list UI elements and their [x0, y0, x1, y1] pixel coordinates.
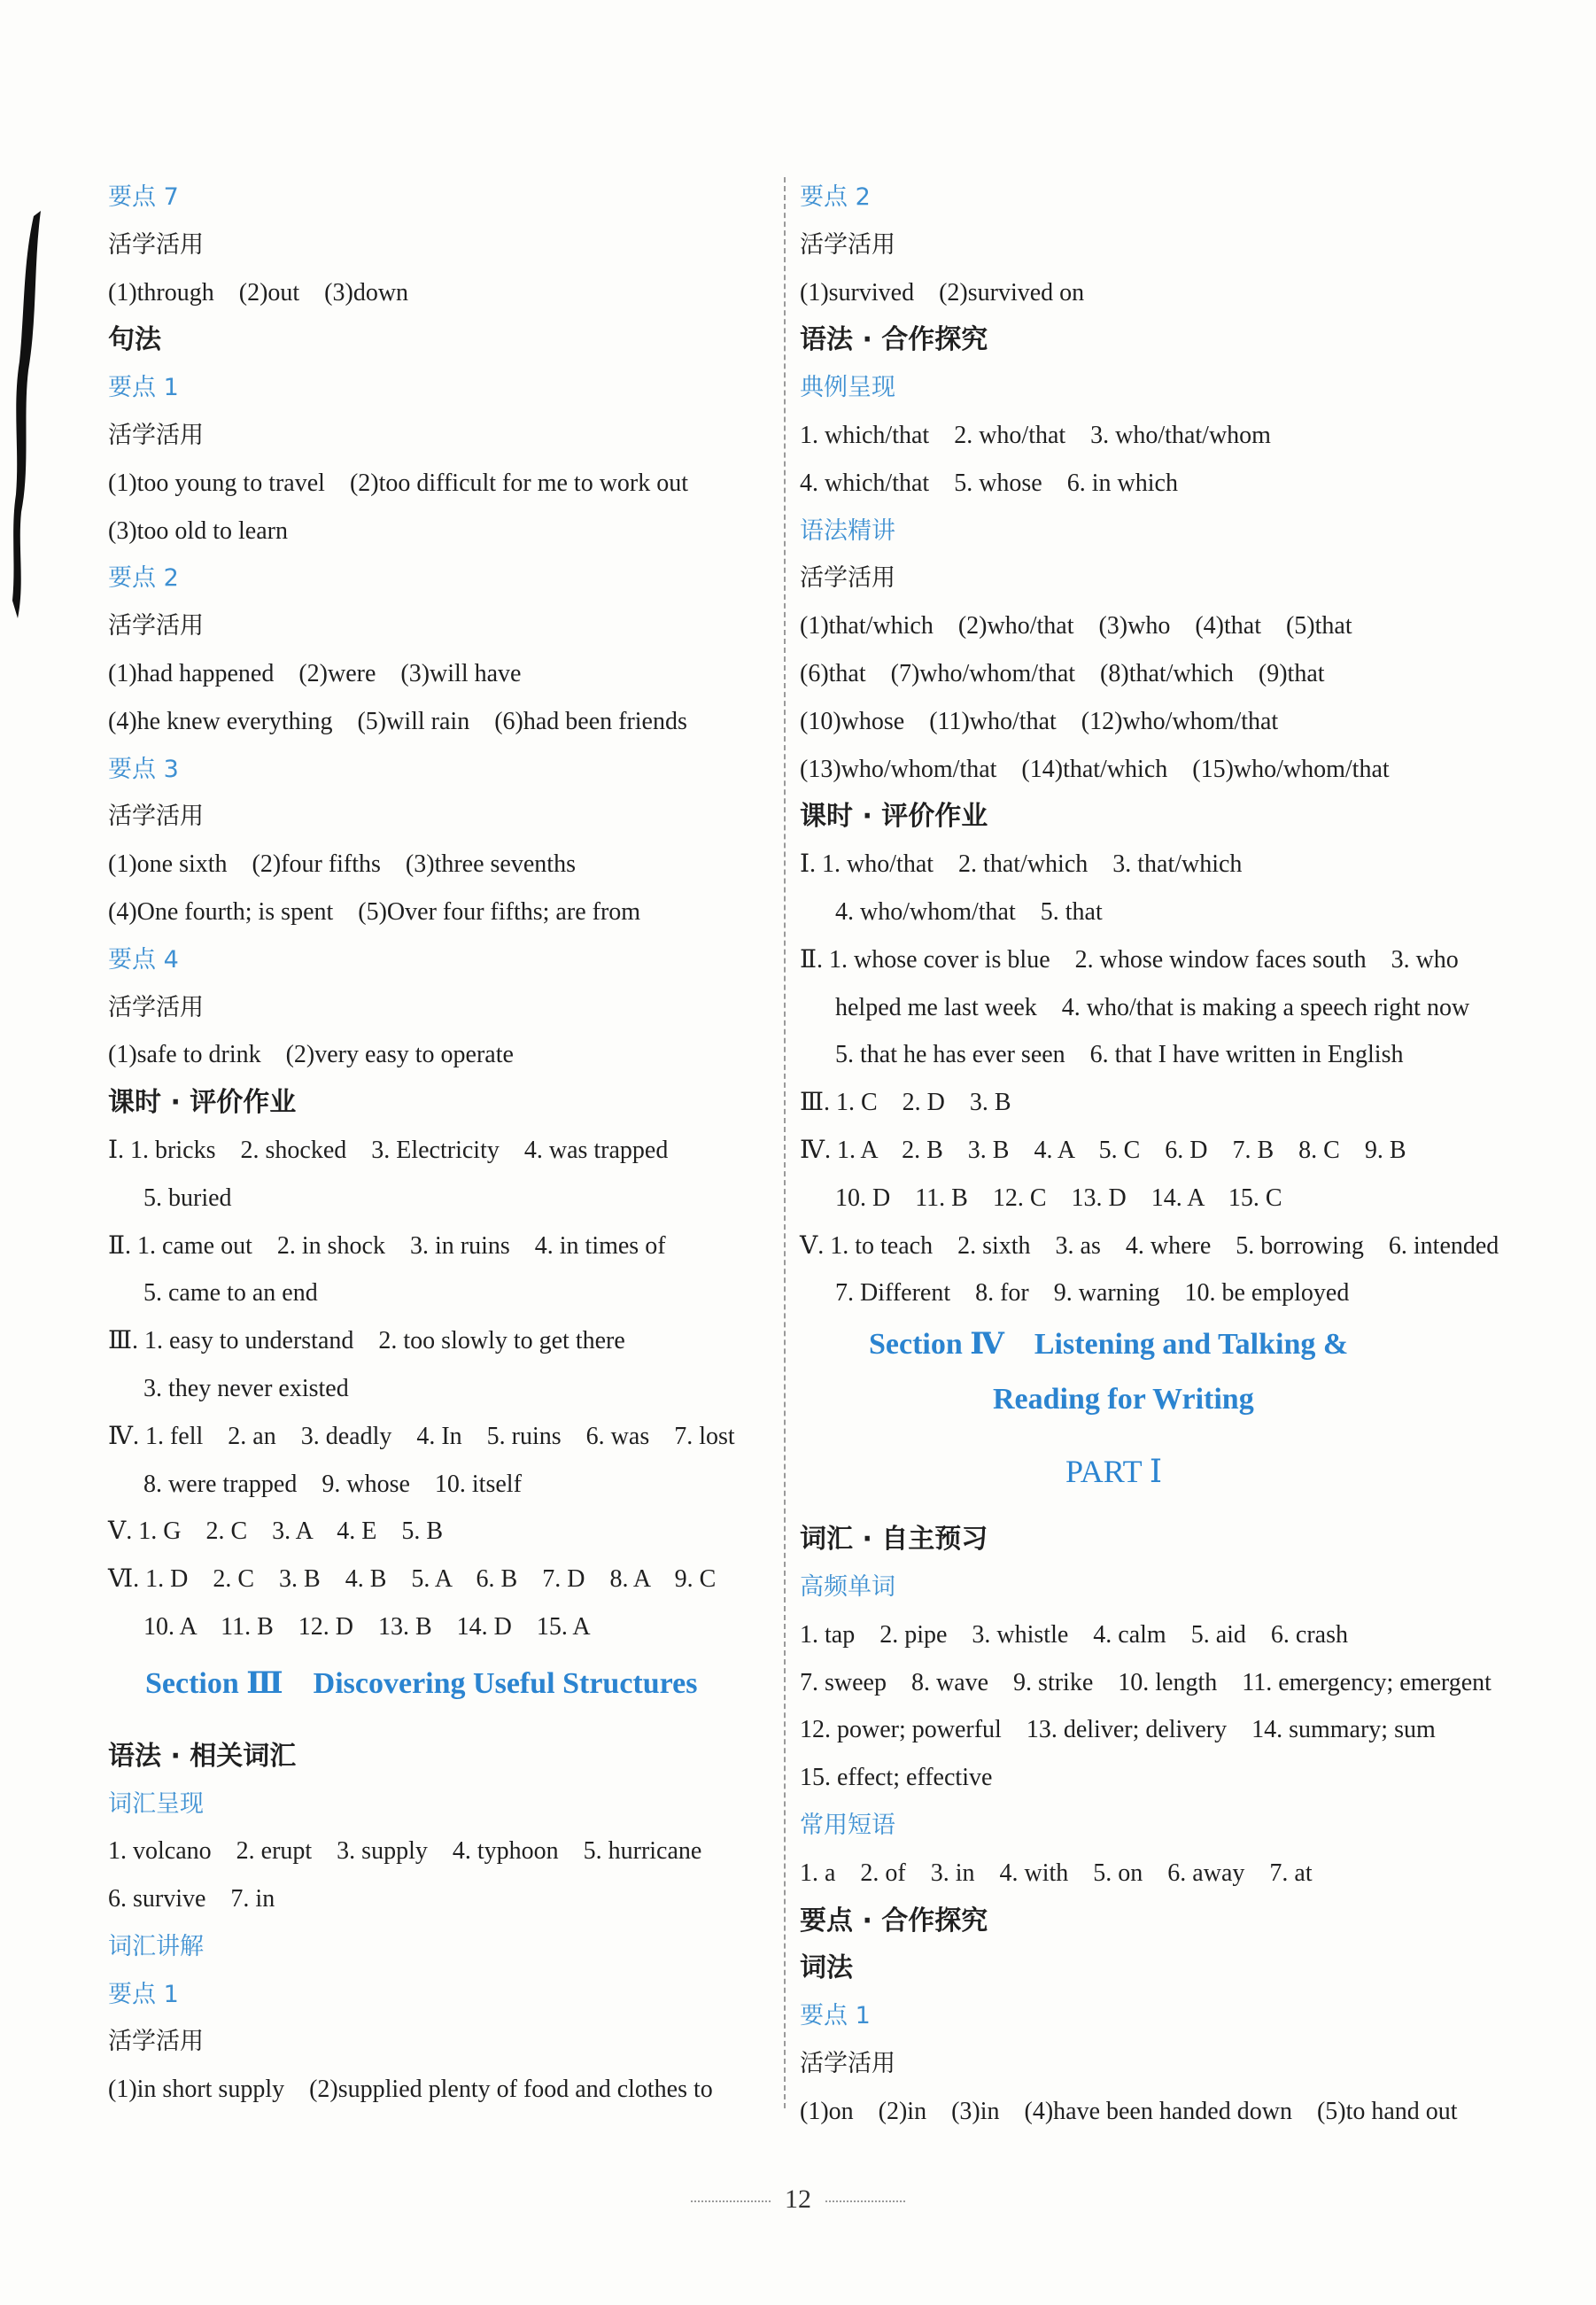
- answer-line: Ⅳ. 1. fell 2. an 3. deadly 4. In 5. ruins 6. was 7. lost: [108, 1422, 735, 1450]
- answer-line: (1)had happened (2)were (3)will have: [108, 659, 522, 687]
- subsection-label: 要点 2: [108, 564, 179, 593]
- answer-line: (4)One fourth; is spent (5)Over four fifths; are from: [108, 897, 641, 926]
- answer-line: 1. which/that 2. who/that 3. who/that/whom: [800, 421, 1271, 449]
- practice-label: 活学活用: [108, 2028, 204, 2056]
- answer-line-indented: helped me last week 4. who/that is making a speech right now: [835, 993, 1470, 1021]
- answer-line: (1)through (2)out (3)down: [108, 278, 409, 307]
- practice-label: 活学活用: [108, 803, 204, 831]
- answer-line: Ⅴ. 1. to teach 2. sixth 3. as 4. where 5. borrowing 6. intended: [800, 1231, 1499, 1260]
- answer-line: Ⅱ. 1. whose cover is blue 2. whose window faces south 3. who: [800, 945, 1459, 974]
- subsection-label: 要点 1: [800, 2002, 871, 2030]
- answer-line: (1)on (2)in (3)in (4)have been handed down (5)to hand out: [800, 2097, 1458, 2125]
- section-heading: 语法 · 合作探究: [800, 324, 988, 356]
- answer-line: Ⅵ. 1. D 2. C 3. B 4. B 5. A 6. B 7. D 8. A 9. C: [108, 1565, 717, 1594]
- section-heading: 词法: [800, 1952, 853, 1984]
- answer-line: 6. survive 7. in: [108, 1885, 275, 1913]
- subsection-label: 要点 4: [108, 945, 179, 974]
- section-title: Section Ⅲ Discovering Useful Structures: [145, 1666, 698, 1700]
- practice-label: 活学活用: [108, 993, 204, 1021]
- practice-label: 活学活用: [800, 564, 895, 593]
- practice-label: 活学活用: [108, 612, 204, 640]
- left-column: [108, 174, 772, 2114]
- answer-line: 1. volcano 2. erupt 3. supply 4. typhoon 5. hurricane: [108, 1837, 702, 1866]
- column-divider: [784, 177, 786, 2108]
- section-heading: 要点 · 合作探究: [800, 1905, 988, 1936]
- answer-line-indented: 4. who/whom/that 5. that: [835, 897, 1103, 926]
- subsection-label: 要点 3: [108, 755, 179, 783]
- footer-rule-left: [691, 2200, 771, 2202]
- answer-line: 12. power; powerful 13. deliver; delivery 14. summary; sum: [800, 1716, 1436, 1744]
- answer-line: (1)one sixth (2)four fifths (3)three sevenths: [108, 850, 576, 879]
- answer-line: 1. tap 2. pipe 3. whistle 4. calm 5. aid 6. crash: [800, 1620, 1348, 1649]
- answer-line: Ⅰ. 1. who/that 2. that/which 3. that/which: [800, 850, 1243, 879]
- answer-line-indented: 10. D 11. B 12. C 13. D 14. A 15. C: [835, 1184, 1282, 1212]
- answer-line: 7. sweep 8. wave 9. strike 10. length 11. emergency; emergent: [800, 1668, 1491, 1696]
- answer-line: Ⅲ. 1. easy to understand 2. too slowly to get there: [108, 1327, 625, 1355]
- answer-line: (1)that/which (2)who/that (3)who (4)that (5)that: [800, 612, 1352, 640]
- practice-label: 活学活用: [108, 230, 204, 259]
- answer-line: (1)in short supply (2)supplied plenty of food and clothes to: [108, 2076, 713, 2104]
- part-title: PART Ⅰ: [1065, 1454, 1163, 1490]
- page-footer: [0, 2185, 1596, 2215]
- footer-rule-right: [825, 2200, 905, 2202]
- section-heading: 语法 · 相关词汇: [108, 1740, 297, 1772]
- subsection-label: 要点 7: [108, 183, 179, 211]
- answer-line-indented: 3. they never existed: [143, 1374, 349, 1402]
- subsection-label: 常用短语: [800, 1811, 895, 1839]
- answer-line-indented: 5. came to an end: [143, 1279, 318, 1308]
- answer-line: (1)survived (2)survived on: [800, 278, 1085, 307]
- answer-line: 1. a 2. of 3. in 4. with 5. on 6. away 7. at: [800, 1859, 1313, 1887]
- practice-label: 活学活用: [800, 2049, 895, 2077]
- answer-line: 15. effect; effective: [800, 1764, 993, 1792]
- section-heading: 课时 · 评价作业: [800, 801, 988, 833]
- section-heading: 课时 · 评价作业: [108, 1087, 297, 1119]
- practice-label: 活学活用: [108, 421, 204, 449]
- section-heading: 句法: [108, 324, 161, 356]
- subsection-label: 语法精讲: [800, 516, 895, 545]
- answer-line-indented: 7. Different 8. for 9. warning 10. be employed: [835, 1279, 1350, 1308]
- answer-line: (1)too young to travel (2)too difficult for me to work out: [108, 469, 689, 497]
- subsection-label: 高频单词: [800, 1572, 895, 1601]
- answer-line-indented: 5. that he has ever seen 6. that I have written in English: [835, 1041, 1404, 1069]
- section-title: Section Ⅳ Listening and Talking &: [869, 1328, 1349, 1362]
- answer-line: Ⅴ. 1. G 2. C 3. A 4. E 5. B: [108, 1517, 444, 1546]
- answer-line: Ⅱ. 1. came out 2. in shock 3. in ruins 4. in times of: [108, 1231, 666, 1260]
- ink-smudge: [11, 211, 50, 618]
- practice-label: 活学活用: [800, 230, 895, 259]
- answer-line: (3)too old to learn: [108, 516, 288, 545]
- answer-line: 4. which/that 5. whose 6. in which: [800, 469, 1178, 497]
- answer-line-indented: 10. A 11. B 12. D 13. B 14. D 15. A: [143, 1612, 591, 1641]
- answer-line: (10)whose (11)who/that (12)who/whom/that: [800, 707, 1279, 735]
- answer-line-indented: 8. were trapped 9. whose 10. itself: [143, 1470, 522, 1498]
- answer-line: Ⅳ. 1. A 2. B 3. B 4. A 5. C 6. D 7. B 8. C 9. B: [800, 1136, 1406, 1164]
- answer-line: (1)safe to drink (2)very easy to operate: [108, 1041, 514, 1069]
- page-number: 12: [785, 2185, 811, 2214]
- right-column: [800, 174, 1499, 2135]
- section-title-cont: Reading for Writing: [993, 1383, 1254, 1416]
- answer-line: Ⅲ. 1. C 2. D 3. B: [800, 1089, 1011, 1117]
- answer-line: Ⅰ. 1. bricks 2. shocked 3. Electricity 4. was trapped: [108, 1136, 669, 1164]
- answer-line: (6)that (7)who/whom/that (8)that/which (9)that: [800, 659, 1325, 687]
- subsection-label: 要点 1: [108, 374, 179, 402]
- subsection-label: 要点 1: [108, 1980, 179, 2008]
- section-heading: 词汇 · 自主预习: [800, 1524, 988, 1556]
- subsection-label: 要点 2: [800, 183, 871, 211]
- answer-line-indented: 5. buried: [143, 1184, 232, 1212]
- subsection-label: 典例呈现: [800, 374, 895, 402]
- subsection-label: 词汇呈现: [108, 1789, 204, 1818]
- answer-line: (4)he knew everything (5)will rain (6)had been friends: [108, 707, 687, 735]
- answer-line: (13)who/whom/that (14)that/which (15)who/whom/that: [800, 755, 1390, 783]
- subsection-label: 词汇讲解: [108, 1932, 204, 1960]
